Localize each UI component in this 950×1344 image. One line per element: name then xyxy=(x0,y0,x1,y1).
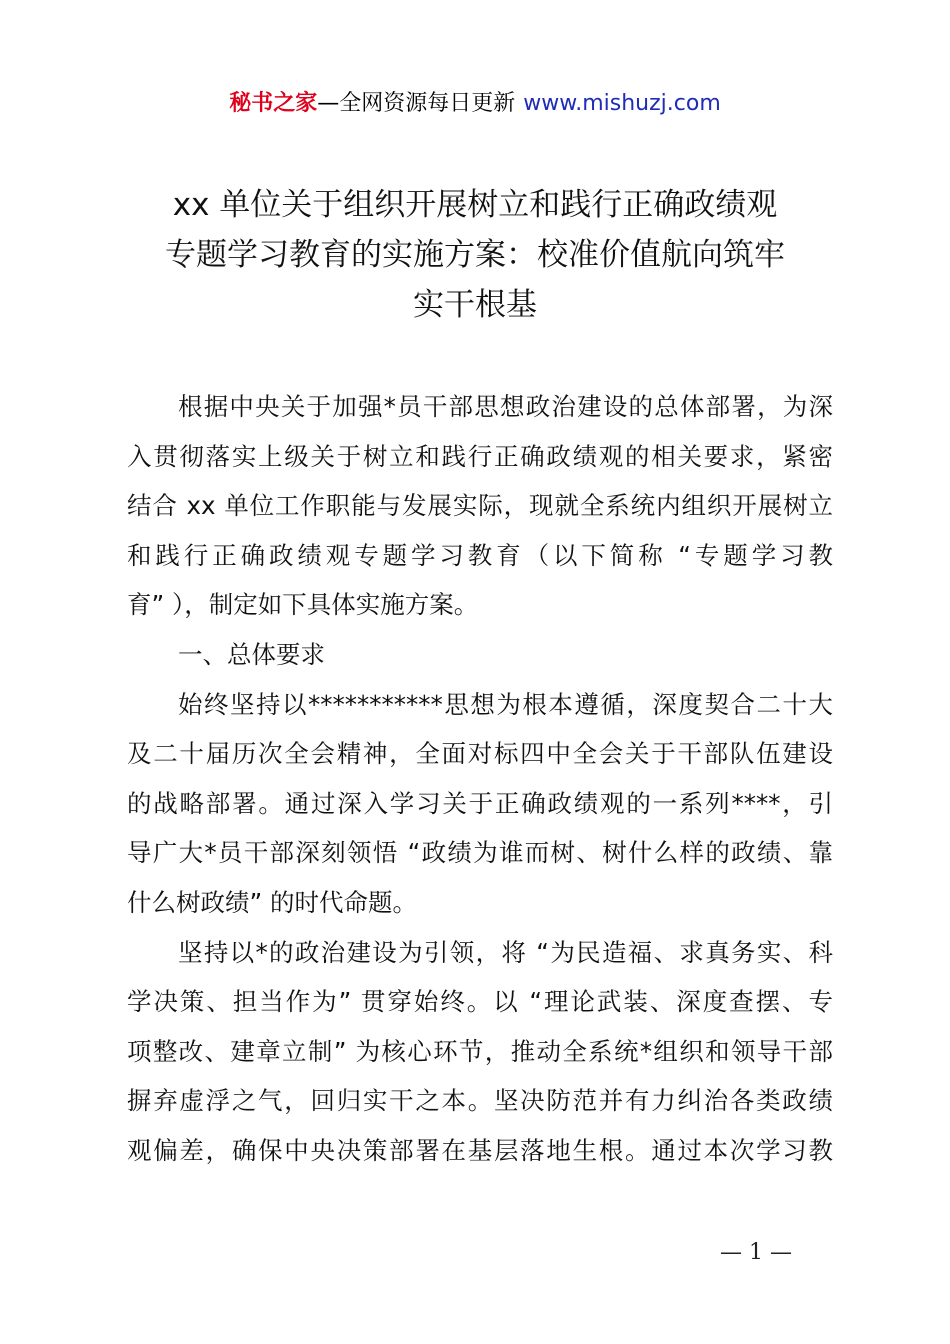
paragraph-line: 始终坚持以***********思想为根本遵循，深度契合二十大 xyxy=(178,689,833,719)
paragraph-line: 的战略部署。通过深入学习关于正确政绩观的一系列****，引 xyxy=(127,788,833,818)
paragraph-line: 坚持以*的政治建设为引领，将 “为民造福、求真务实、科 xyxy=(178,937,833,967)
page-number: — 1 — xyxy=(720,1240,792,1265)
document-title xyxy=(110,180,840,330)
paragraph-line: 育” ），制定如下具体实施方案。 xyxy=(127,590,479,620)
document-body xyxy=(127,382,833,1176)
paragraph-line: 及二十届历次全会精神，全面对标四中全会关于干部队伍建设 xyxy=(127,739,833,769)
paragraph-line: 入贯彻落实上级关于树立和践行正确政绩观的相关要求，紧密 xyxy=(127,441,833,471)
paragraph-line: 什么树政绩” 的时代命题。 xyxy=(127,887,417,917)
header-slogan: 全网资源每日更新 xyxy=(339,91,516,116)
site-header xyxy=(0,88,950,120)
title-line: xx 单位关于组织开展树立和践行正确政绩观 xyxy=(172,187,778,223)
paragraph-line: 和践行正确政绩观专题学习教育（以下简称 “专题学习教 xyxy=(127,540,833,570)
section-heading: 一、总体要求 xyxy=(178,639,325,669)
paragraph-line: 根据中央关于加强*员干部思想政治建设的总体部署，为深 xyxy=(178,392,833,421)
title-line: 专题学习教育的实施方案：校准价值航向筑牢 xyxy=(165,237,785,273)
site-brand: 秘书之家 xyxy=(229,91,318,116)
site-url-link[interactable]: www.mishuzj.com xyxy=(523,91,721,116)
paragraph-line: 项整改、建章立制” 为核心环节，推动全系统*组织和领导干部 xyxy=(127,1036,833,1066)
paragraph-line: 学决策、担当作为” 贯穿始终。以 “理论武装、深度查摆、专 xyxy=(127,987,833,1017)
paragraph-line: 导广大*员干部深刻领悟 “政绩为谁而树、树什么样的政绩、靠 xyxy=(127,838,833,868)
title-line: 实干根基 xyxy=(413,287,537,323)
paragraph-line: 观偏差，确保中央决策部署在基层落地生根。通过本次学习教 xyxy=(127,1135,833,1165)
paragraph-line: 摒弃虚浮之气，回归实干之本。坚决防范并有力纠治各类政绩 xyxy=(127,1086,833,1116)
paragraph-line: 结合 xx 单位工作职能与发展实际，现就全系统内组织开展树立 xyxy=(127,491,833,521)
header-separator: — xyxy=(317,91,340,116)
